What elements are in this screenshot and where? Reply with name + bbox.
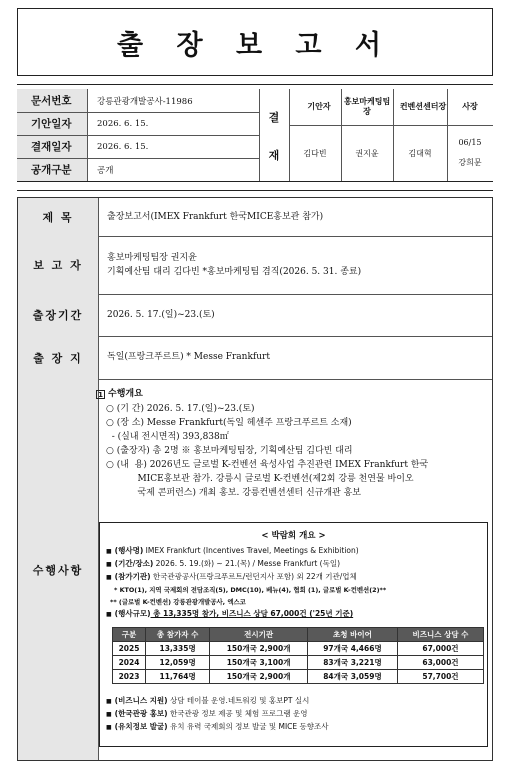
table-cell: 57,700건 [397,670,483,684]
approval-side-label [259,89,289,181]
approve-date-label: 결재일자 [17,135,87,158]
fair-bottom-item: ■ (유치정보 발굴) 유치 유력 국제회의 정보 발굴 및 MICE 동향조사 [106,722,329,731]
fair-item: ■ (기간/장소) 2026. 5. 19.(화) ~ 21.(목) / Messe Frankfurt (독일) [106,559,341,568]
fair-title: < 박람회 개요 > [261,531,326,541]
approver-cell-2 [341,125,393,181]
approver-cell-4 [447,125,493,181]
approval-side-1: 결 [268,111,280,124]
approver-role-3: 컨벤션센터장 [399,102,447,112]
approver-name-2: 권지윤 [355,148,379,158]
fair-note-1: * KTO(1), 지역 국제회의 전담조직(5), DMC(10), 베뉴(4), 협회 (1), 글로벌 K-컨벤션(2)** [114,586,387,594]
table-row [113,670,484,684]
approver-cell-1 [289,125,341,181]
fair-stats-table [112,627,484,684]
table-header: 전시기관 [210,628,308,642]
public-value: 공개 [97,165,114,176]
table-row [113,656,484,670]
period-value [98,294,492,336]
table-cell: 2023 [113,670,146,684]
detail-label: 수행사항 [18,379,98,760]
table-cell: 150개국 3,100개 [210,656,308,670]
detail-line: ○ (내 용) 2026년도 글로벌 K-컨벤션 육성사업 추진관련 IMEX Frankfurt 한국 [106,460,429,470]
subject-text: 출장보고서(IMEX Frankfurt 한국MICE홍보관 참가) [107,211,324,222]
title-box [17,8,493,76]
detail-line: ○ (기 간) 2026. 5. 17.(일)~23.(토) [106,404,255,414]
divider [17,181,493,182]
approver-name-3: 김대혁 [408,148,432,158]
table-cell: 13,335명 [146,642,210,656]
reporter-line-2: 기획예산팀 대리 김다빈 *홍보마케팅팀 겸직(2026. 5. 31. 종료) [107,267,362,277]
approver-date-4: 06/15 [458,138,482,147]
table-cell: 2024 [113,656,146,670]
detail-heading-text: 수행개요 [108,389,143,399]
table-cell: 11,764명 [146,670,210,684]
fair-item: ■ (참가기관) 한국관광공사(프랑크푸르트/런던지사 포함) 외 22개 기관/업체 [106,572,357,581]
detail-line: - (실내 전시면적) 393,838㎡ [106,432,229,442]
doc-no-value: 강릉관광개발공사-11986 [97,96,193,107]
reporter-value [98,236,492,294]
period-text: 2026. 5. 17.(일)~23.(토) [107,309,215,320]
table-cell: 150개국 2,900개 [210,642,308,656]
table-cell: 150개국 2,900개 [210,670,308,684]
divider [17,84,493,85]
fair-overview-box [99,522,488,747]
approver-role-2: 홍보마케팅팀장 [343,97,391,116]
subject-label: 제 목 [18,198,98,236]
document-title: 출 장 보 고 서 [116,29,393,61]
table-cell: 63,000건 [397,656,483,670]
fair-note-2: ** (글로벌 K-컨벤션) 강릉관광개발공사, 엑스코 [110,598,246,606]
table-header: 비즈니스 상담 수 [397,628,483,642]
detail-line: MICE홍보관 참가. 강릉시 글로벌 K-컨벤션(제2회 강릉 천연물 바이오 [106,474,414,484]
place-label: 출 장 지 [18,336,98,379]
table-header: 총 참가자 수 [146,628,210,642]
detail-heading [96,387,492,401]
approver-name-1: 김다빈 [303,148,327,158]
table-cell: 12,059명 [146,656,210,670]
approval-header [17,89,493,181]
fair-bottom-item: ■ (비즈니스 지원) 상담 테이블 운영.네트워킹 및 홍보PT 실시 [106,696,310,705]
table-header: 구분 [113,628,146,642]
table-cell: 67,000건 [397,642,483,656]
table-cell: 83개국 3,221명 [308,656,398,670]
fair-item: ■ (행사명) IMEX Frankfurt (Incentives Travel, Meetings & Exhibition) [106,546,359,555]
table-header: 초청 바이어 [308,628,398,642]
draft-date-value: 2026. 6. 15. [97,118,149,129]
public-label: 공개구분 [17,158,87,181]
detail-line: ○ (출장자) 총 2명 ※ 홍보마케팅팀장, 기획예산팀 김다빈 대리 [106,446,353,456]
table-cell: 84개국 3,059명 [308,670,398,684]
approver-name-4: 강희문 [458,158,482,167]
table-header-row [113,628,484,642]
approver-role-4: 사장 [462,102,478,112]
subject-value [98,198,492,236]
doc-no-label: 문서번호 [17,89,87,112]
place-text: 독일(프랑크푸르트) * Messe Frankfurt [107,352,270,363]
table-cell: 2025 [113,642,146,656]
table-row [113,642,484,656]
detail-content [96,387,492,500]
reporter-label: 보 고 자 [18,236,98,294]
divider [17,190,493,191]
table-cell: 97개국 4,466명 [308,642,398,656]
detail-line: 국제 콘퍼런스) 개최 홍보. 강릉컨벤션센터 신규개관 홍보 [106,488,361,498]
approval-side-2: 재 [268,149,280,162]
fair-scale: ■ (행사규모) 총 13,335명 참가, 비즈니스 상담 67,000건 ('25년 기준) [106,609,354,618]
approver-cell-3 [393,125,447,181]
box-number-icon: 1 [96,390,105,399]
draft-date-label: 기안일자 [17,112,87,135]
fair-bottom-item: ■ (한국관광 홍보) 한국관광 정보 제공 및 체험 프로그램 운영 [106,709,308,718]
period-label: 출장기간 [18,294,98,336]
place-value [98,336,492,379]
approve-date-value: 2026. 6. 15. [97,141,149,152]
reporter-line-1: 홍보마케팅팀장 권지윤 [107,252,197,263]
approver-role-1: 기안자 [307,102,331,112]
detail-line: ○ (장 소) Messe Frankfurt(독일 헤센주 프랑크푸르트 소재) [106,418,352,428]
